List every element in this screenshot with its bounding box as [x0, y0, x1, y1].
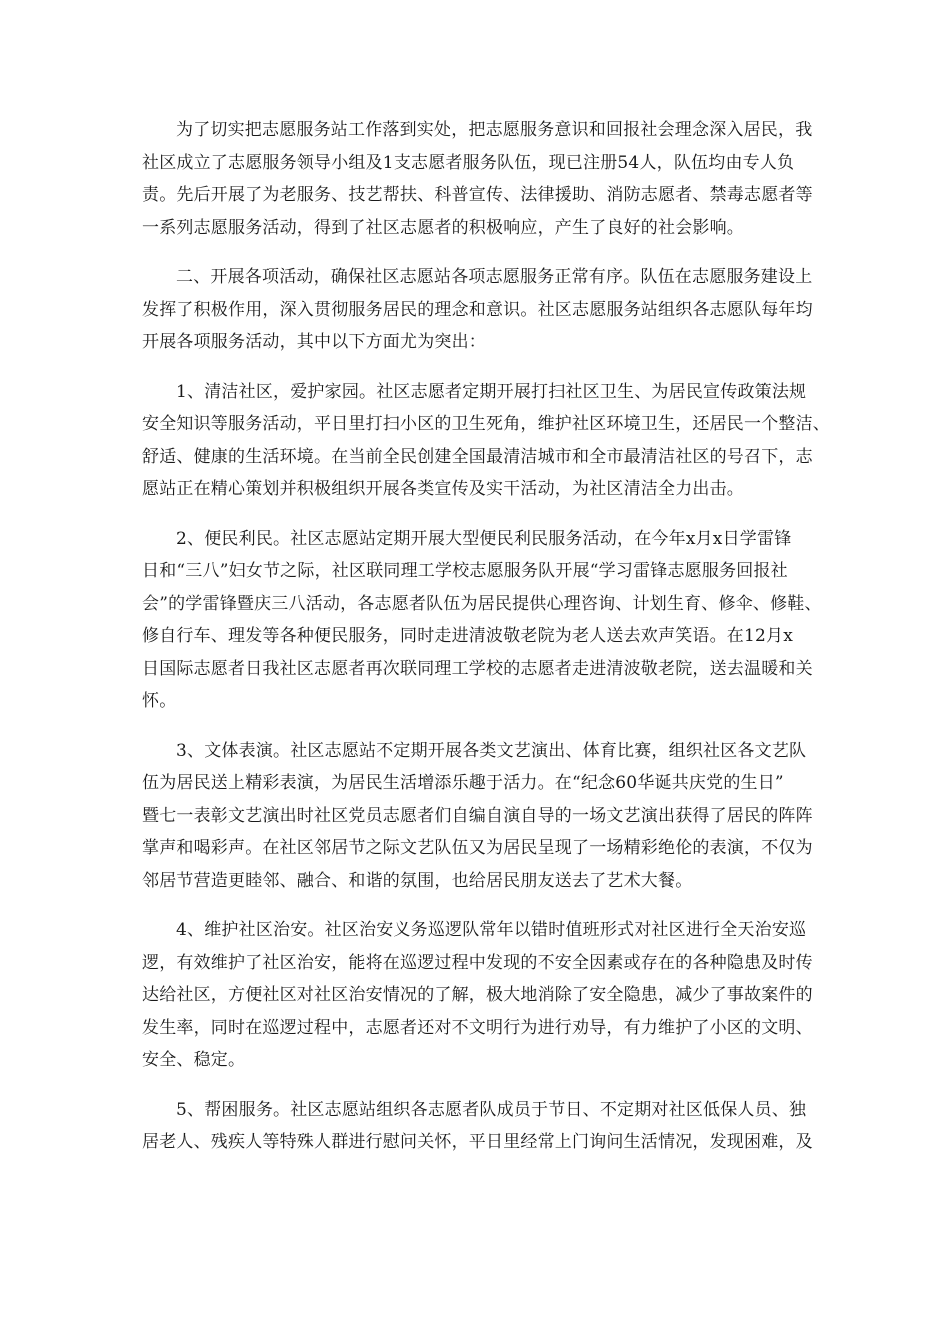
text-line: 安全、稳定。	[142, 1050, 246, 1070]
text-line: 修自行车、理发等各种便民服务，同时走进清波敬老院为老人送去欢声笑语。在12月x	[142, 626, 794, 646]
text-line: 发生率，同时在巡逻过程中，志愿者还对不文明行为进行劝导，有力维护了小区的文明、	[142, 1017, 813, 1038]
text-line: 4、维护社区治安。社区治安义务巡逻队常年以错时值班形式对社区进行全天治安巡	[176, 920, 807, 940]
text-line: 会”的学雷锋暨庆三八活动，各志愿者队伍为居民提供心理咨询、计划生育、修伞、修鞋、	[142, 593, 822, 614]
text-line: 达给社区，方便社区对社区治安情况的了解，极大地消除了安全隐患，减少了事故案件的	[142, 985, 813, 1005]
text-line: 3、文体表演。社区志愿站不定期开展各类文艺演出、体育比赛，组织社区各文艺队	[176, 740, 807, 761]
text-line: 社区成立了志愿服务领导小组及1支志愿者服务队伍，现已注册54人，队伍均由专人负	[142, 152, 795, 173]
document-body	[142, 114, 830, 1176]
paragraph	[142, 114, 813, 244]
text-line: 二、开展各项活动，确保社区志愿站各项志愿服务正常有序。队伍在志愿服务建设上	[176, 267, 813, 287]
text-line: 居老人、残疾人等特殊人群进行慰问关怀，平日里经常上门询问生活情况，发现困难，及	[142, 1132, 813, 1152]
text-line: 5、帮困服务。社区志愿站组织各志愿者队成员于节日、不定期对社区低保人员、独	[176, 1099, 807, 1120]
paragraph	[142, 376, 830, 506]
text-line: 伍为居民送上精彩表演，为居民生活增添乐趣于活力。在“纪念60华诞共庆党的生日”	[142, 773, 784, 793]
text-line: 舒适、健康的生活环境。在当前全民创建全国最清洁城市和全市最清洁社区的号召下，志	[142, 446, 813, 467]
text-line: 1、清洁社区，爱护家园。社区志愿者定期开展打扫社区卫生、为居民宣传政策法规	[176, 381, 807, 402]
text-line: 日国际志愿者日我社区志愿者再次联同理工学校的志愿者走进清波敬老院，送去温暖和关	[142, 658, 813, 679]
text-line: 邻居节营造更睦邻、融合、和谐的氛围，也给居民朋友送去了艺术大餐。	[142, 870, 693, 891]
text-line: 掌声和喝彩声。在社区邻居节之际文艺队伍又为居民呈现了一场精彩绝伦的表演，不仅为	[142, 838, 813, 858]
text-line: 日和“三八”妇女节之际，社区联同理工学校志愿服务队开展“学习雷锋志愿服务回报社	[142, 561, 788, 581]
text-line: 责。先后开展了为老服务、技艺帮扶、科普宣传、法律援助、消防志愿者、禁毒志愿者等	[142, 185, 813, 205]
text-line: 开展各项服务活动，其中以下方面尤为突出：	[142, 332, 486, 352]
text-line: 发挥了积极作用，深入贯彻服务居民的理念和意识。社区志愿服务站组织各志愿队每年均	[142, 299, 813, 320]
text-line: 逻，有效维护了社区治安，能将在巡逻过程中发现的不安全因素或存在的各种隐患及时传	[142, 952, 813, 973]
paragraph	[142, 1094, 813, 1159]
text-line: 2、便民利民。社区志愿站定期开展大型便民利民服务活动，在今年x月x日学雷锋	[176, 528, 792, 549]
text-line: 安全知识等服务活动，平日里打扫小区的卫生死角，维护社区环境卫生，还居民一个整洁、	[142, 414, 830, 434]
paragraph	[142, 914, 813, 1077]
paragraph	[142, 523, 822, 718]
text-line: 暨七一表彰文艺演出时社区党员志愿者们自编自演自导的一场文艺演出获得了居民的阵阵	[142, 805, 813, 826]
text-line: 为了切实把志愿服务站工作落到实处，把志愿服务意识和回报社会理念深入居民，我	[176, 120, 813, 140]
text-line: 愿站正在精心策划并积极组织开展各类宣传及实干活动，为社区清洁全力出击。	[142, 479, 744, 499]
text-line: 怀。	[142, 691, 177, 711]
text-line: 一系列志愿服务活动，得到了社区志愿者的积极响应，产生了良好的社会影响。	[142, 217, 744, 238]
paragraph	[142, 735, 813, 898]
paragraph	[142, 261, 813, 359]
